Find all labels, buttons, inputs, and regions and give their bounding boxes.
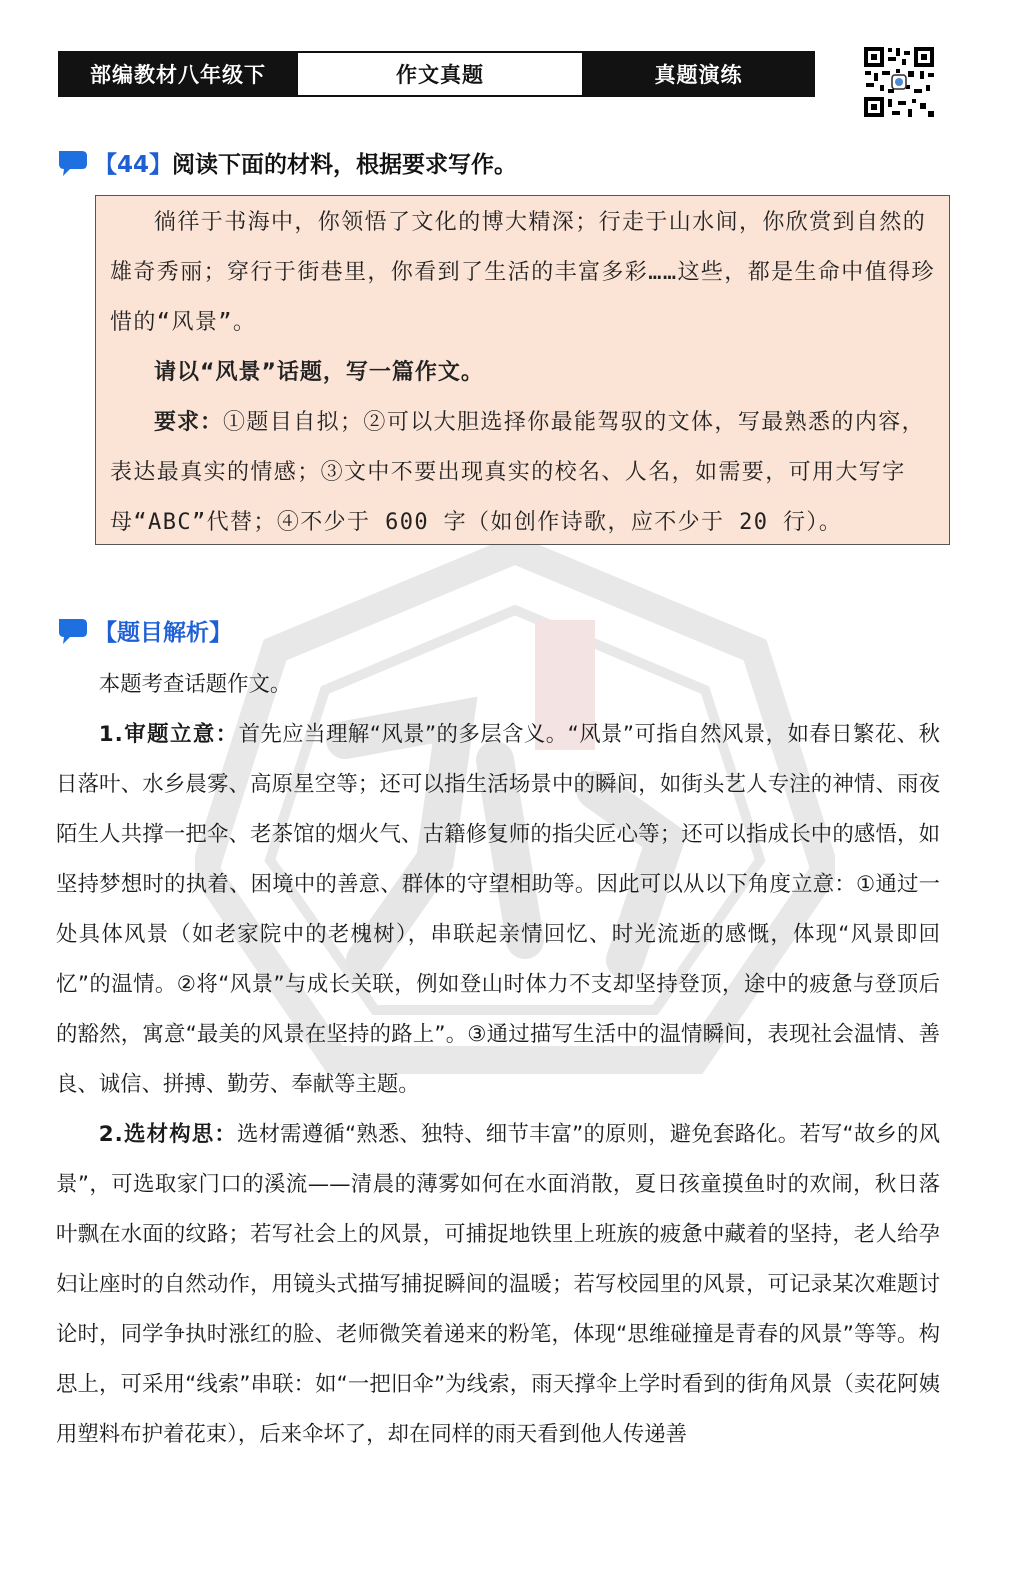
requirements-text: ①题目自拟；②可以大胆选择你最能驾驭的文体，写最熟悉的内容，表达最真实的情感；③文中不要出现真实的校名、人名，如需要，可用大写字母“ABC”代替；④不少于 600 字（如创作诗歌，应不少于 20 行）。 xyxy=(110,410,926,535)
header-grade-label: 部编教材八年级下 xyxy=(60,53,296,95)
analysis-title: 【题目解析】 xyxy=(94,620,232,646)
question-number: 【44】 xyxy=(94,152,173,178)
analysis-intro: 本题考查话题作文。 xyxy=(98,672,292,697)
header-bar xyxy=(58,51,815,97)
qr-code-icon[interactable] xyxy=(862,45,936,119)
point-2-label: 2.选材构思： xyxy=(98,1122,237,1147)
speech-bubble-icon xyxy=(56,148,90,178)
prompt-requirements xyxy=(110,398,937,548)
analysis-body xyxy=(56,660,940,1460)
point-1-label: 1.审题立意： xyxy=(98,722,239,747)
prompt-material: 徜徉于书海中，你领悟了文化的博大精深；行走于山水间，你欣赏到自然的雄奇秀丽；穿行于街巷里，你看到了生活的丰富多彩……这些，都是生命中值得珍惜的“风景”。 xyxy=(110,210,935,335)
question-heading xyxy=(56,146,517,179)
prompt-box xyxy=(95,195,950,545)
analysis-heading xyxy=(56,614,232,647)
analysis-point-1 xyxy=(56,710,940,1110)
requirements-label: 要求： xyxy=(154,410,224,435)
header-section-label: 真题演练 xyxy=(584,53,813,95)
speech-bubble-icon xyxy=(56,616,90,646)
header-category-label: 作文真题 xyxy=(296,53,584,95)
analysis-point-2 xyxy=(56,1110,940,1460)
point-1-text: 首先应当理解“风景”的多层含义。“风景”可指自然风景，如春日繁花、秋日落叶、水乡晨雾、高原星空等；还可以指生活场景中的瞬间，如街头艺人专注的神情、雨夜陌生人共撑一把伞、老茶馆的烟火气、古籍修复师的指尖匠心等；还可以指成长中的感悟，如坚持梦想时的执着、困境中的善意、群体的守望相助等。因此可以从以下角度立意：①通过一处具体风景（如老家院中的老槐树），串联起亲情回忆、时光流逝的感慨，体现“风景即回忆”的温情。②将“风景”与成长关联，例如登山时体力不支却坚持登顶，途中的疲惫与登顶后的豁然，寓意“最美的风景在坚持的路上”。③通过描写生活中的温情瞬间，表现社会温情、善良、诚信、拼搏、勤劳、奉献等主题。 xyxy=(56,722,940,1097)
question-instruction: 阅读下面的材料，根据要求写作。 xyxy=(172,152,518,178)
point-2-text: 选材需遵循“熟悉、独特、细节丰富”的原则，避免套路化。若写“故乡的风景”，可选取家门口的溪流——清晨的薄雾如何在水面消散，夏日孩童摸鱼时的欢闹，秋日落叶飘在水面的纹路；若写社会上的风景，可捕捉地铁里上班族的疲惫中藏着的坚持，老人给孕妇让座时的自然动作，用镜头式描写捕捉瞬间的温暖；若写校园里的风景，可记录某次难题讨论时，同学争执时涨红的脸、老师微笑着递来的粉笔，体现“思维碰撞是青春的风景”等等。构思上，可采用“线索”串联：如“一把旧伞”为线索，雨天撑伞上学时看到的街角风景（卖花阿姨用塑料布护着花束），后来伞坏了，却在同样的雨天看到他人传递善 xyxy=(56,1122,941,1447)
question-title xyxy=(94,146,517,179)
prompt-task: 请以“风景”话题，写一篇作文。 xyxy=(154,360,484,385)
